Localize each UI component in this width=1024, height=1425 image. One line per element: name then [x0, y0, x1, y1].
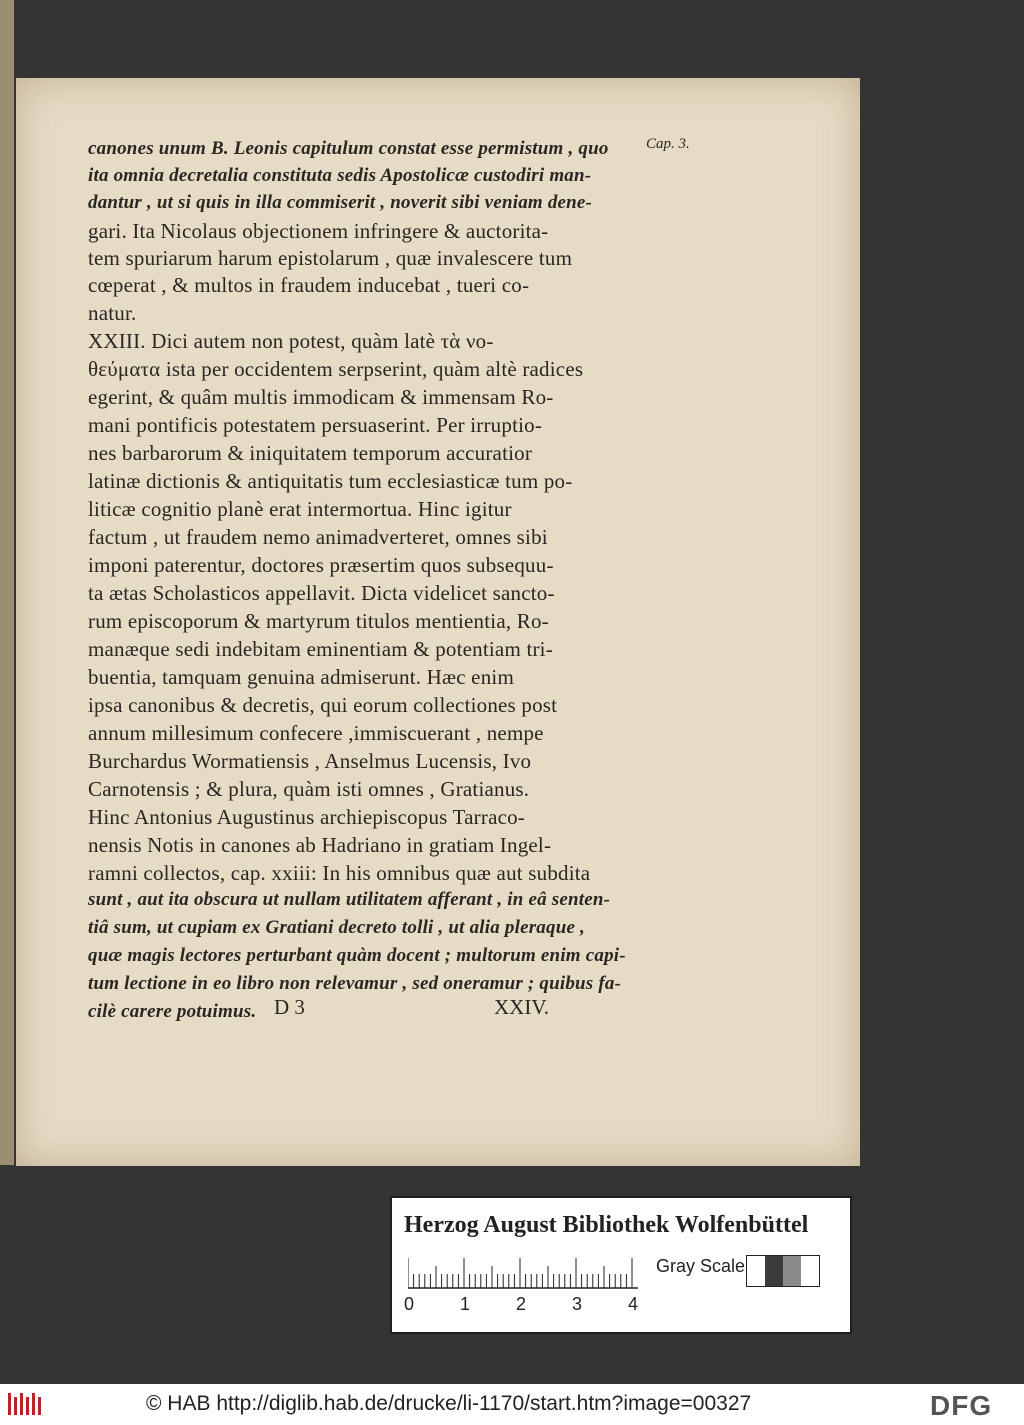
- text-line: nensis Notis in canones ab Hadriano in gratiam Ingel-: [88, 833, 552, 857]
- footer-bar: [0, 1384, 1024, 1425]
- text-line: XXIII. Dici autem non potest, quàm latè τὰ νο-: [88, 329, 494, 353]
- source-credit-link[interactable]: © HAB http://diglib.hab.de/drucke/li-1170/start.htm?image=00327: [146, 1392, 752, 1415]
- gray-swatch: [765, 1256, 783, 1286]
- text-line: quæ magis lectores perturbant quàm docent ; multorum enim capi-: [88, 945, 626, 966]
- text-line: ramni collectos, cap. xxiii: In his omnibus quæ aut subdita: [88, 861, 591, 885]
- library-name: Herzog August Bibliothek Wolfenbüttel: [404, 1212, 809, 1238]
- text-line: tiâ sum, ut cupiam ex Gratiani decreto tolli , ut alia pleraque ,: [88, 917, 585, 938]
- ruler-number: 4: [628, 1294, 639, 1314]
- text-line: buentia, tamquam genuina admiserunt. Hæc enim: [88, 665, 514, 689]
- text-line: Burchardus Wormatiensis , Anselmus Lucensis, Ivo: [88, 749, 532, 773]
- text-line: dantur , ut si quis in illa commiserit , noverit sibi veniam dene-: [88, 192, 593, 213]
- gray-scale-swatches: [746, 1255, 820, 1287]
- gray-swatch: [801, 1256, 819, 1286]
- scale-ruler: [408, 1250, 638, 1290]
- text-line: ipsa canonibus & decretis, qui eorum collectiones post: [88, 693, 558, 717]
- text-line: Hinc Antonius Augustinus archiepiscopus Tarraco-: [88, 805, 526, 829]
- signature-mark: D 3: [274, 995, 305, 1019]
- text-line: canones unum B. Leonis capitulum constat esse permistum , quo: [88, 138, 609, 159]
- text-line: rum episcoporum & martyrum titulos mentientia, Ro-: [88, 609, 549, 633]
- gray-swatch: [747, 1256, 765, 1286]
- gray-swatch: [783, 1256, 801, 1286]
- dfg-logo: DFG: [930, 1390, 993, 1421]
- text-line: manæque sedi indebitam eminentiam & potentiam tri-: [88, 637, 553, 661]
- text-line: ta ætas Scholasticos appellavit. Dicta videlicet sancto-: [88, 581, 555, 605]
- text-line: cœperat , & multos in fraudem inducebat , tueri co-: [88, 273, 530, 297]
- gray-scale-label: Gray Scale: [656, 1256, 746, 1276]
- ruler-number: 2: [516, 1294, 527, 1314]
- text-line: gari. Ita Nicolaus objectionem infringere & auctorita-: [88, 219, 549, 243]
- marginal-note: Cap. 3.: [646, 136, 690, 152]
- text-line: ita omnia decretalia constituta sedis Apostolicæ custodiri man-: [88, 165, 592, 186]
- text-line: annum millesimum confecere ,immiscuerant , nempe: [88, 721, 544, 745]
- text-line: mani pontificis potestatem persuaserint. Per irruptio-: [88, 413, 543, 437]
- text-line: θεύματα ista per occidentem serpserint, quàm altè radices: [88, 357, 584, 381]
- text-line: cilè carere potuimus.: [88, 1001, 257, 1022]
- text-line: factum , ut fraudem nemo animadverteret, omnes sibi: [88, 525, 548, 549]
- hab-logo-icon: [8, 1391, 42, 1417]
- catchword: XXIV.: [494, 995, 550, 1019]
- text-line: Carnotensis ; & plura, quàm isti omnes , Gratianus.: [88, 777, 530, 801]
- library-color-card: [390, 1196, 852, 1334]
- ruler-number: 0: [404, 1294, 415, 1314]
- ruler-number: 3: [572, 1294, 583, 1314]
- text-line: imponi paterentur, doctores præsertim quos subsequu-: [88, 553, 554, 577]
- text-line: latinæ dictionis & antiquitatis tum ecclesiasticæ tum po-: [88, 469, 573, 493]
- text-line: liticæ cognitio planè erat intermortua. Hinc igitur: [88, 497, 512, 521]
- text-line: sunt , aut ita obscura ut nullam utilitatem afferant , in eâ senten-: [88, 889, 611, 910]
- book-edge: [0, 0, 14, 1165]
- text-line: nes barbarorum & iniquitatem temporum accuratior: [88, 441, 533, 465]
- book-page: [16, 78, 860, 1166]
- text-line: natur.: [88, 301, 137, 325]
- text-line: tem spuriarum harum epistolarum , quæ invalescere tum: [88, 246, 573, 270]
- text-line: egerint, & quâm multis immodicam & immensam Ro-: [88, 385, 554, 409]
- text-line: tum lectione in eo libro non relevamur , sed oneramur ; quibus fa-: [88, 973, 622, 994]
- ruler-number: 1: [460, 1294, 471, 1314]
